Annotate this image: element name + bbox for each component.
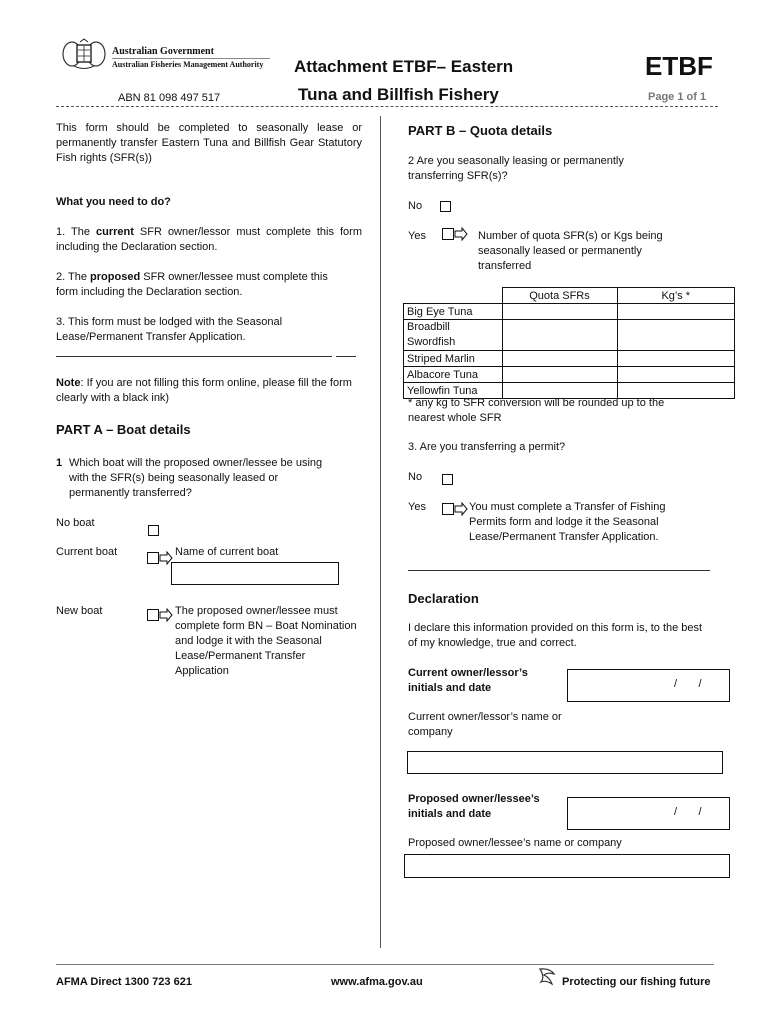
header-divider: [56, 106, 718, 107]
date-slashes: / /: [674, 678, 702, 690]
coat-of-arms-icon: [60, 38, 108, 72]
q2-yes-label: Yes: [408, 230, 426, 242]
current-initials-label: Current owner/lessor’s initials and date: [408, 667, 528, 694]
footer-phone: AFMA Direct 1300 723 621: [56, 976, 192, 988]
kgs-cell[interactable]: [617, 351, 735, 367]
q3-no-label: No: [408, 471, 423, 483]
current-name-label: Current owner/lessor’s name or company: [408, 711, 562, 738]
current-boat-label: Current boat: [56, 546, 118, 558]
q3-no-checkbox[interactable]: [442, 474, 453, 485]
question-1: 1: [56, 457, 63, 469]
quota-table: [403, 287, 735, 399]
declaration-text: I declare this information provided on this form is, to the best of my knowledge, true and correct.: [408, 622, 703, 649]
species-label: Big Eye Tuna: [404, 304, 503, 320]
quota-sfrs-header: Quota SFRs: [502, 288, 617, 304]
new-boat-label: New boat: [56, 605, 103, 617]
proposed-name-field[interactable]: [404, 854, 730, 878]
proposed-initials-label: Proposed owner/lessee’s initials and date: [408, 793, 540, 820]
part-a-title: PART A – Boat details: [56, 422, 191, 437]
gov-name: Australian Government: [112, 46, 214, 57]
quota-sfrs-cell[interactable]: [502, 367, 617, 383]
species-label: Albacore Tuna: [404, 367, 503, 383]
q2-no-label: No: [408, 200, 423, 212]
species-label: Broadbill Swordfish: [404, 320, 503, 351]
species-label: Yellowfin Tuna: [404, 383, 503, 399]
current-boat-name-label: Name of current boat: [175, 546, 279, 558]
quota-sfrs-cell[interactable]: [502, 351, 617, 367]
q3-yes-label: Yes: [408, 501, 426, 513]
page-title-line2: Tuna and Billfish Fishery: [298, 85, 499, 104]
footer-website[interactable]: www.afma.gov.au: [331, 976, 423, 988]
what-you-need-heading: What you need to do?: [56, 196, 171, 208]
current-initials-date-field[interactable]: [567, 669, 730, 702]
current-boat-name-field[interactable]: [171, 562, 339, 585]
footer-divider: [56, 964, 714, 965]
current-name-field[interactable]: [407, 751, 723, 774]
part-b-title: PART B – Quota details: [408, 123, 553, 138]
note-text: Note: If you are not filling this form online, please fill the form clearly with a black ink): [56, 377, 352, 404]
species-label: Striped Marlin: [404, 351, 503, 367]
q2-no-checkbox[interactable]: [440, 201, 451, 212]
right-divider: [408, 570, 710, 571]
abn: ABN 81 098 497 517: [118, 92, 221, 104]
new-boat-checkbox-arrow-icon[interactable]: [147, 606, 173, 622]
left-divider: [56, 356, 332, 357]
q2-yes-checkbox-arrow-icon[interactable]: [442, 225, 468, 241]
question-2: 2 Are you seasonally leasing or permanently transferring SFR(s)?: [408, 155, 624, 182]
table-row: [404, 304, 735, 320]
new-boat-text: The proposed owner/lessee must complete form BN – Boat Nomination and lodge it with the Seasonal Lease/Permanent Transfer Application: [175, 605, 357, 677]
proposed-name-label: Proposed owner/lessee’s name or company: [408, 837, 622, 849]
kgs-cell[interactable]: [617, 320, 735, 351]
quota-sfrs-cell[interactable]: [502, 320, 617, 351]
step-3: 3. This form must be lodged with the Seasonal Lease/Permanent Transfer Application.: [56, 316, 283, 343]
footer-slogan: Protecting our fishing future: [562, 976, 711, 988]
table-row: [404, 320, 735, 351]
current-boat-checkbox-arrow-icon[interactable]: [147, 549, 173, 565]
kgs-cell[interactable]: [617, 367, 735, 383]
step-1: 1. The current SFR owner/lessor must complete this form including the Declaration section.: [56, 226, 362, 253]
form-code: ETBF: [645, 51, 713, 81]
quota-table-header: [404, 288, 735, 304]
date-slashes: / /: [674, 806, 702, 818]
q3-yes-checkbox-arrow-icon[interactable]: [442, 500, 468, 516]
step-2: 2. The proposed SFR owner/lessee must complete this form including the Declaration section.: [56, 271, 328, 298]
table-row: [404, 367, 735, 383]
question-3: 3. Are you transferring a permit?: [408, 441, 566, 453]
table-row: [404, 351, 735, 367]
kgs-cell[interactable]: [617, 304, 735, 320]
q3-yes-text: You must complete a Transfer of Fishing Permits form and lodge it the Seasonal Lease/Permanent Transfer Application.: [469, 501, 666, 543]
q2-yes-text: Number of quota SFR(s) or Kgs being seasonally leased or permanently transferred: [478, 230, 663, 272]
kgs-header: Kg’s *: [617, 288, 735, 304]
declaration-title: Declaration: [408, 591, 479, 606]
column-divider: [380, 116, 381, 948]
question-1-text: Which boat will the proposed owner/lessee be using with the SFR(s) being seasonally leased or permanently transferred?: [69, 457, 323, 499]
quota-sfrs-cell[interactable]: [502, 304, 617, 320]
page-title-line1: Attachment ETBF– Eastern: [294, 57, 514, 76]
intro-text: This form should be completed to seasonally lease or permanently transfer Eastern Tuna and Billfish Gear Statutory Fish rights (SFR(s)): [56, 122, 362, 164]
proposed-initials-date-field[interactable]: [567, 797, 730, 830]
agency-name: Australian Fisheries Management Authority: [112, 60, 264, 69]
fish-logo-icon: [536, 966, 558, 990]
no-boat-checkbox[interactable]: [148, 525, 159, 536]
page-number: Page 1 of 1: [648, 91, 707, 103]
no-boat-label: No boat: [56, 517, 95, 529]
table-footnote: * any kg to SFR conversion will be rounded up to the nearest whole SFR: [408, 397, 665, 424]
